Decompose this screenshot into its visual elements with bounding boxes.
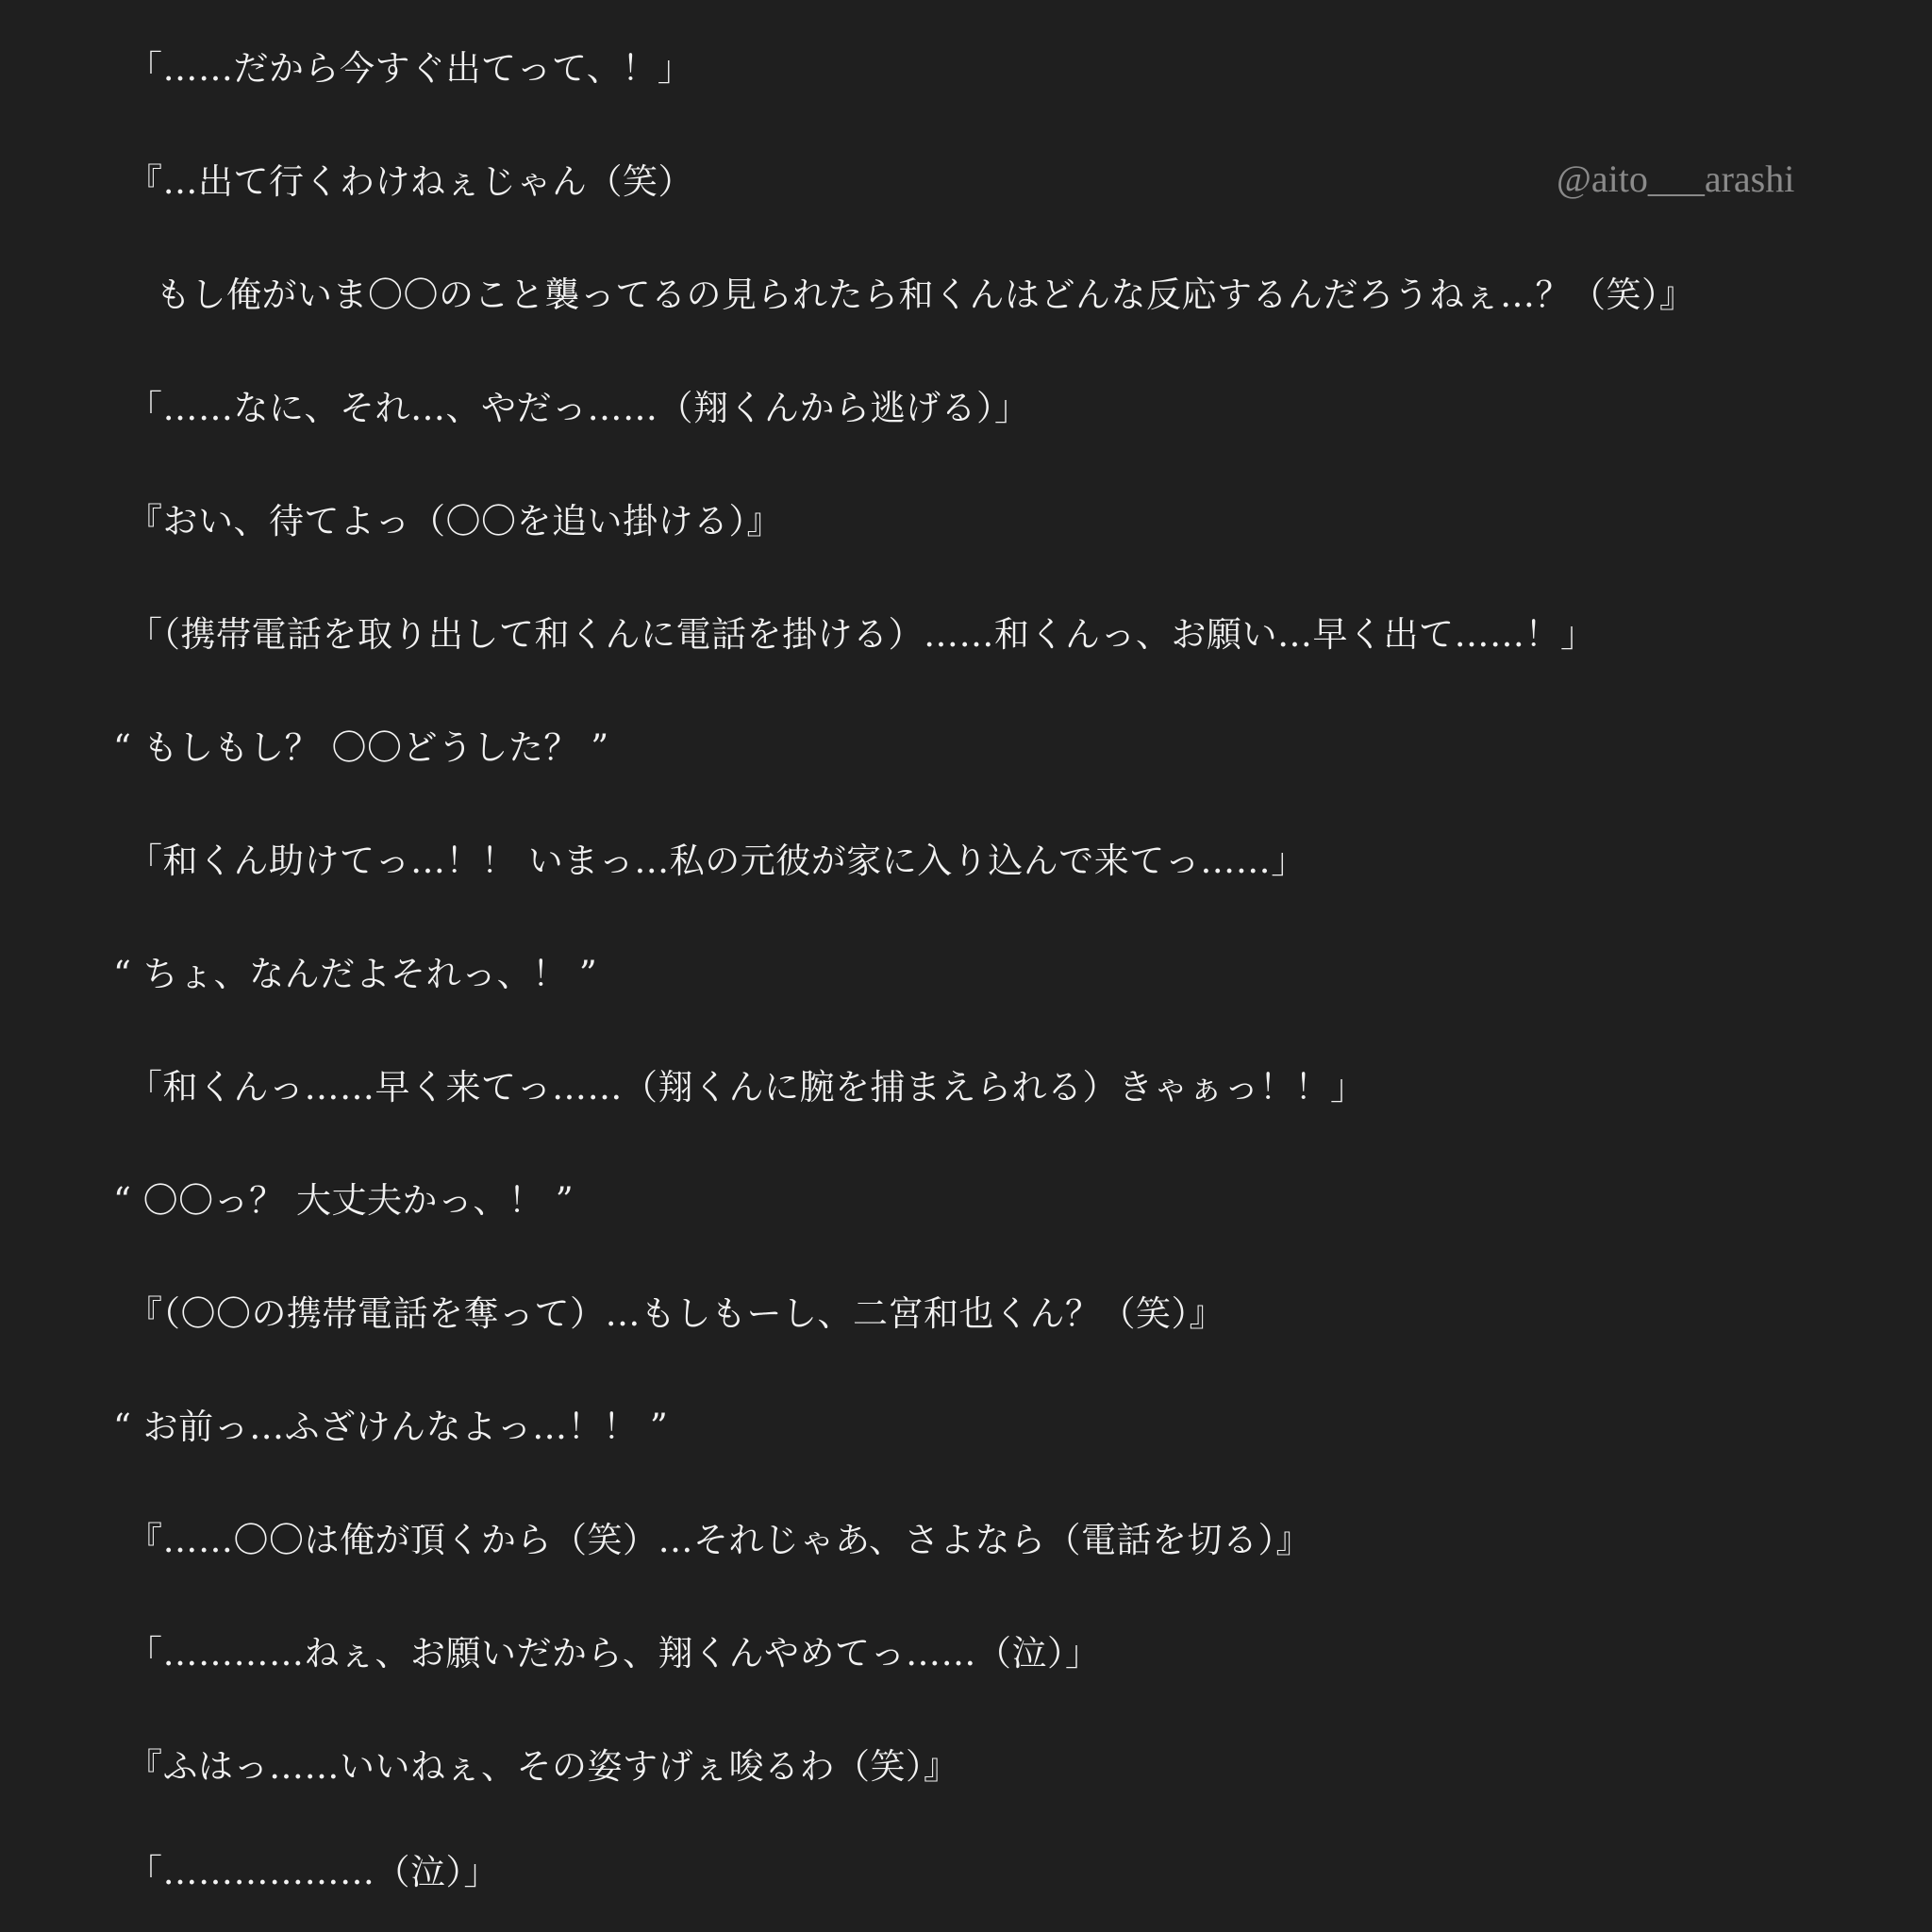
text-line-16: 『ふはっ……いいねぇ、その姿すげぇ唆るわ（笑）』 [127, 1746, 959, 1787]
text-line-12: 『（〇〇の携帯電話を奪って）…もしもーし、二宮和也くん？（笑）』 [127, 1293, 1224, 1334]
text-line-3: もし俺がいま〇〇のこと襲ってるの見られたら和くんはどんな反応するんだろうねぇ…？（笑）』 [156, 275, 1695, 315]
text-line-13: “ お前っ…ふざけんなよっ…！！ ” [113, 1407, 669, 1447]
text-line-10: 「和くんっ……早く来てっ……（翔くんに腕を捕まえられる）きゃぁっ！！」 [127, 1067, 1366, 1108]
text-line-5: 『おい、待てよっ（〇〇を追い掛ける）』 [127, 501, 782, 541]
text-line-2: 『…出て行くわけねぇじゃん（笑） [127, 161, 693, 202]
text-line-6: 「（携帯電話を取り出して和くんに電話を掛ける）……和くんっ、お願い…早く出て……！」 [127, 614, 1596, 655]
text-line-4: 「……なに、それ…、やだっ……（翔くんから逃げる）」 [127, 388, 1030, 428]
text-line-15: 「…………ねぇ、お願いだから、翔くんやめてっ……（泣）」 [127, 1633, 1101, 1674]
watermark: @aito___arashi [1557, 158, 1795, 200]
text-line-9: “ ちょ、なんだよそれっ、！ ” [113, 954, 598, 994]
text-line-7: “ もしもし？ 〇〇どうした？ ” [113, 727, 609, 768]
text-line-1: 「……だから今すぐ出てって、！」 [127, 48, 693, 89]
text-line-17: 「………………（泣）」 [127, 1852, 499, 1892]
text-line-8: 「和くん助けてっ…！！ いまっ…私の元彼が家に入り込んで来てっ……」 [127, 841, 1307, 881]
text-line-11: “ 〇〇っ？ 大丈夫かっ、！ ” [113, 1180, 575, 1221]
text-line-14: 『……〇〇は俺が頂くから（笑）…それじゃあ、さよなら（電話を切る）』 [127, 1520, 1312, 1560]
